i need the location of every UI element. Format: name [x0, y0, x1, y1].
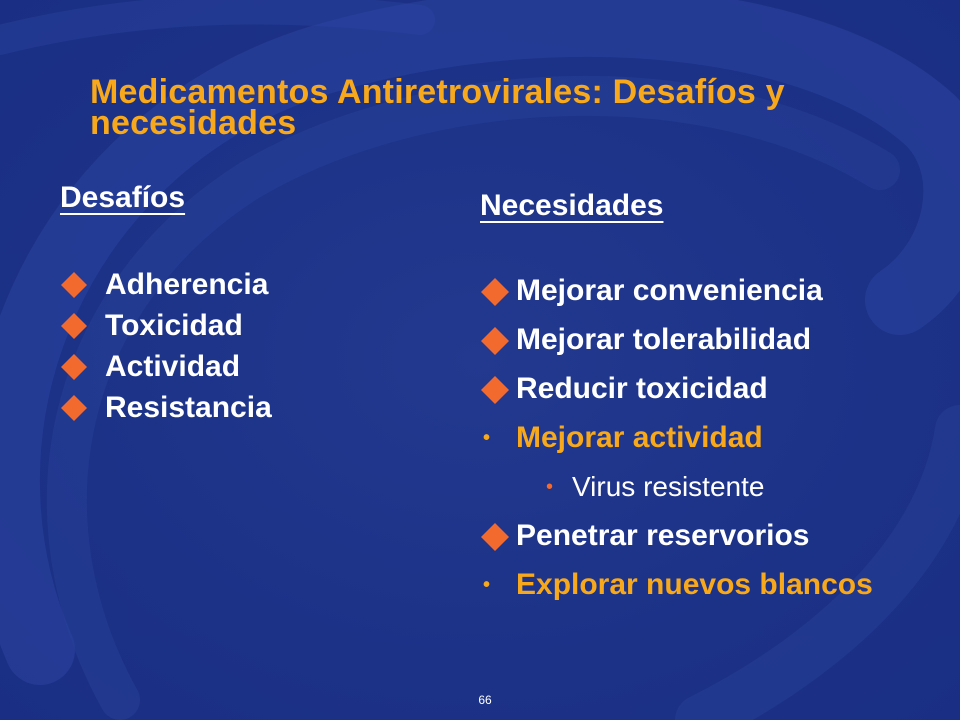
diamond-bullet-icon: [480, 326, 510, 356]
list-item-label: Reducir toxicidad: [516, 372, 768, 405]
desafios-heading: Desafíos: [60, 181, 186, 214]
diamond-bullet-icon: [60, 271, 88, 299]
list-item: [480, 323, 940, 372]
list-item: [480, 372, 940, 421]
bullet-dot-icon: •: [483, 574, 491, 596]
diamond-bullet-icon: [60, 312, 88, 340]
bullet-dot-icon: •: [546, 476, 554, 498]
list-item-label: Resistancia: [105, 390, 272, 424]
list-item-label: Mejorar tolerabilidad: [516, 323, 812, 356]
list-item-label: Mejorar actividad: [516, 421, 763, 454]
list-item: [480, 421, 940, 470]
list-item-label: Actividad: [105, 349, 241, 383]
diamond-bullet-icon: [480, 522, 510, 552]
list-item: [480, 274, 940, 323]
diamond-bullet-icon: [60, 353, 88, 381]
list-item: [60, 346, 272, 387]
list-item: [60, 305, 272, 346]
list-item: [60, 387, 272, 428]
list-item-label: Explorar nuevos blancos: [516, 568, 873, 601]
diamond-bullet-icon: [480, 277, 510, 307]
list-item: [60, 264, 272, 305]
desafios-list: [60, 264, 272, 428]
page-number: 66: [478, 693, 492, 707]
list-subitem: [480, 470, 940, 519]
list-item-label: Virus resistente: [572, 471, 765, 502]
list-item: [480, 568, 940, 644]
diamond-bullet-icon: [480, 375, 510, 405]
list-item: [480, 519, 940, 568]
bullet-dot-icon: •: [483, 427, 491, 449]
list-item-label: Penetrar reservorios: [516, 519, 810, 552]
list-item-label: Adherencia: [105, 267, 269, 301]
list-item-label: Toxicidad: [105, 308, 243, 342]
slide-title: Medicamentos Antiretrovirales: Desafíos y necesidades: [90, 73, 785, 142]
necesidades-list: [480, 274, 940, 644]
list-item-label: Mejorar conveniencia: [516, 274, 823, 307]
diamond-bullet-icon: [60, 394, 88, 422]
necesidades-heading: Necesidades: [480, 189, 664, 222]
